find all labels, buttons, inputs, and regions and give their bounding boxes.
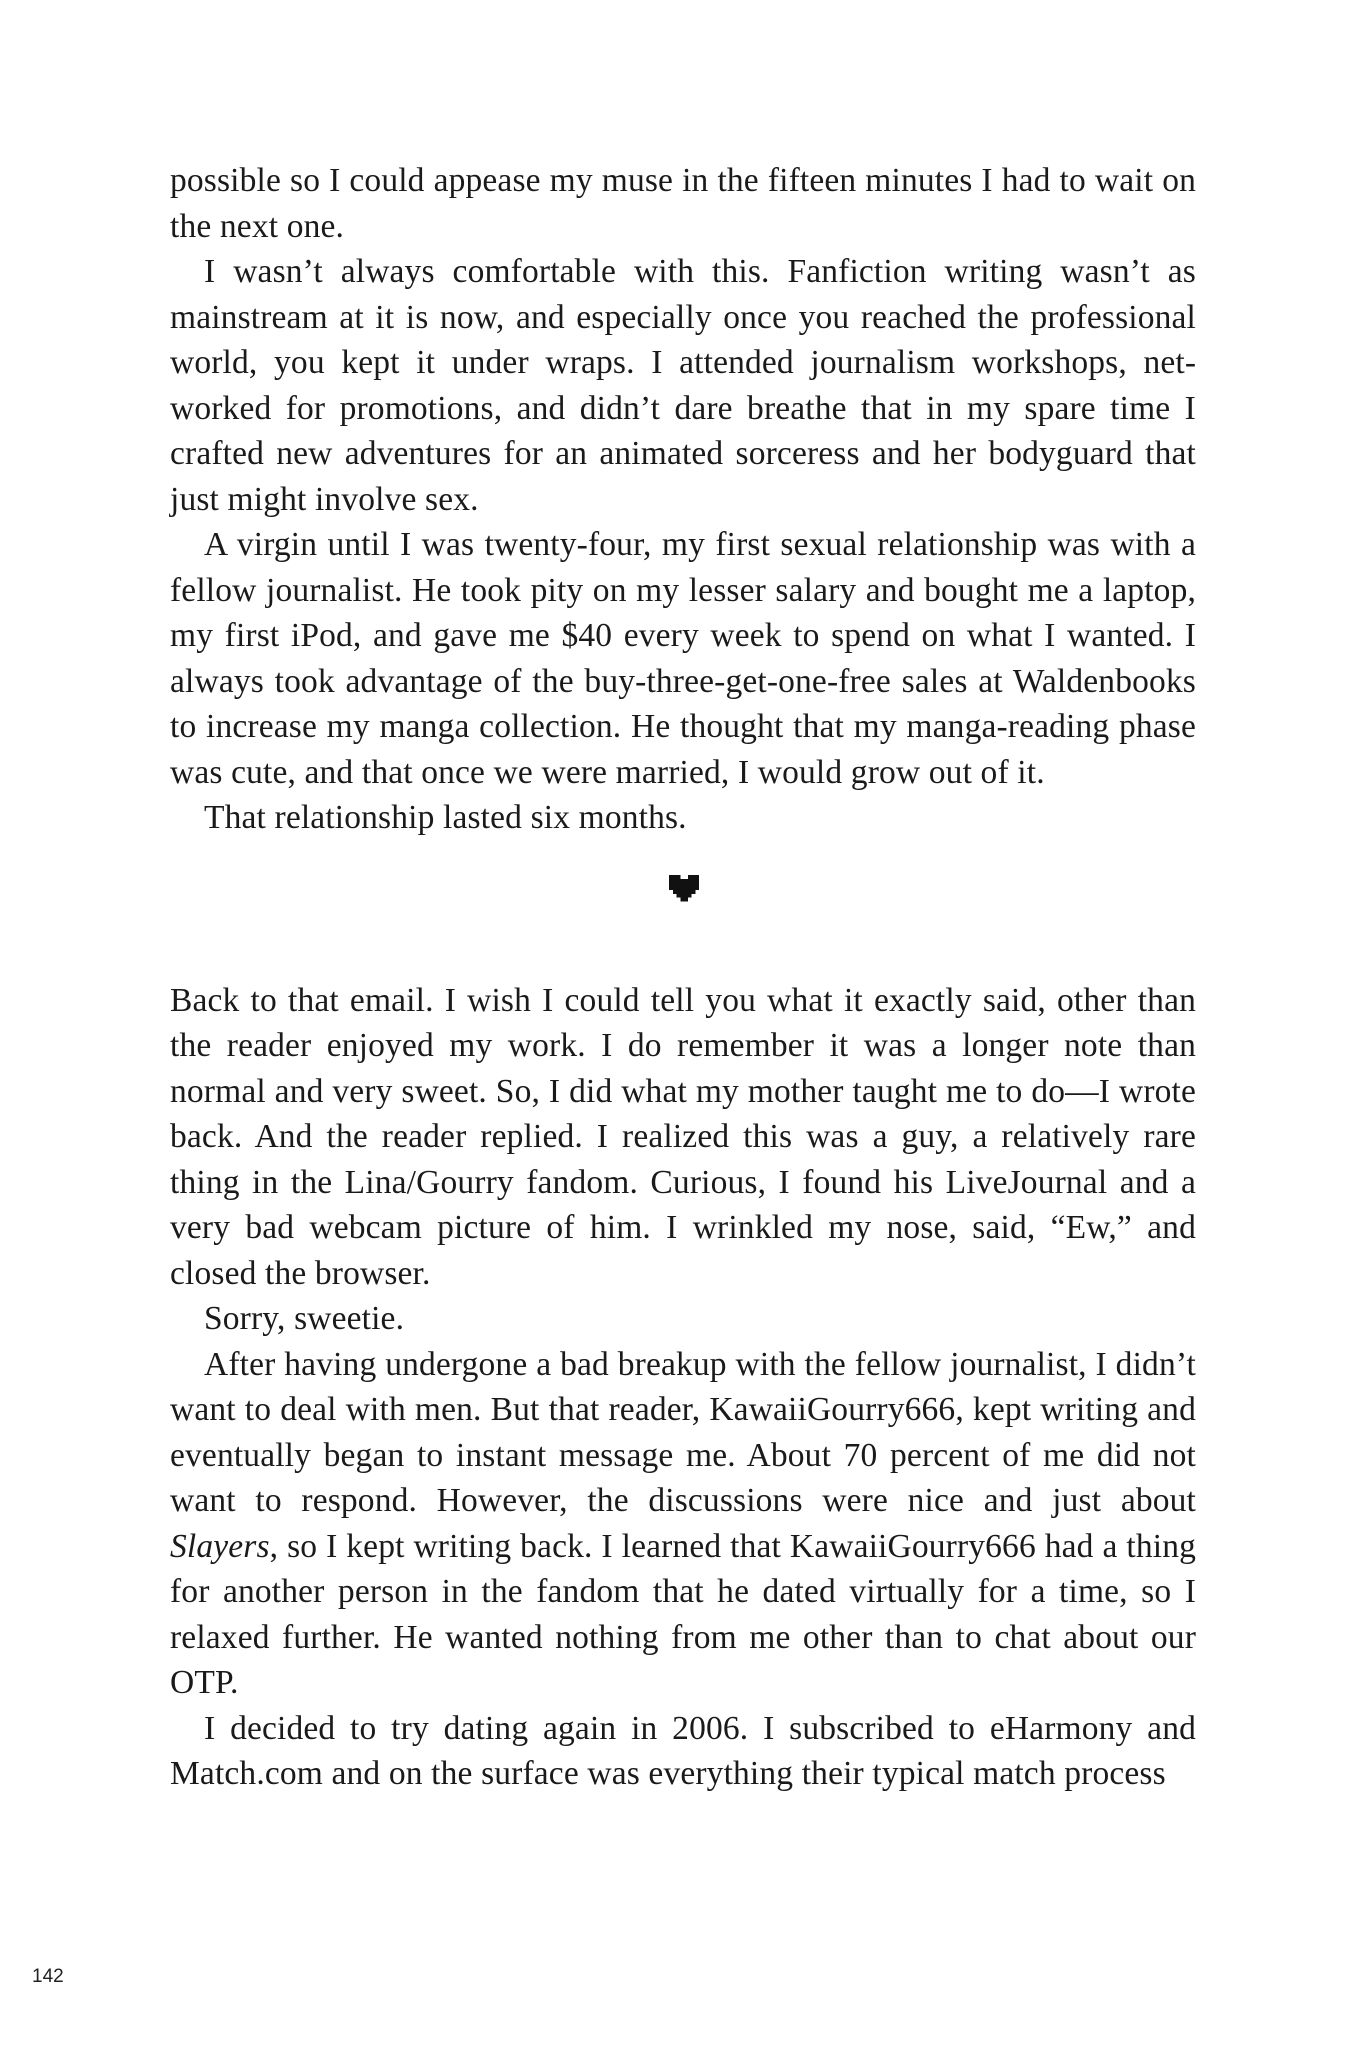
paragraph-7-text-a: After having undergone a bad breakup with the fellow journalist, I didn’t want to deal with men. But that reader, KawaiiGourry666, kept writing and eventually began to instant message me. About 70 percent of me did not want to respond. However, the discussions were nice and just about — [170, 1345, 1196, 1519]
paragraph-1: possible so I could appease my muse in the fifteen minutes I had to wait on the next one. — [170, 162, 1196, 245]
paragraph-6: Sorry, sweetie. — [204, 1300, 405, 1337]
paragraph-7 — [170, 1342, 1196, 1706]
page-number: 142 — [32, 1966, 64, 1987]
paragraph-3: A virgin until I was twenty-four, my first sexual relationship was with a fellow journalist. He took pity on my lesser salary and bought me a laptop, my first iPod, and gave me $40 every week to spend on what I wanted. I always took advantage of the buy-three-get-one-free sales at Waldenbooks to increase my manga collection. He thought that my manga-reading phase was cute, and that once we were married, I would grow out of it. — [170, 526, 1196, 791]
paragraph-8: I decided to try dating again in 2006. I subscribed to eHarmony and Match.com and on the surface was everything their typical match process — [170, 1709, 1196, 1792]
slayers-title: Slayers — [170, 1527, 270, 1565]
heart-icon — [668, 875, 700, 905]
section-break — [170, 841, 1196, 978]
page-body — [170, 158, 1196, 1797]
paragraph-7-text-b: , so I kept writing back. I learned that KawaiiGourry666 had a thing for another person in the fandom that he dated virtually for a time, so I relaxed further. He wanted nothing from me other than to chat about our OTP. — [170, 1527, 1196, 1701]
paragraph-2: I wasn’t always comfortable with this. Fanfiction writing wasn’t as mainstream at it is now, and especially once you reached the professional world, you kept it under wraps. I attended journalism workshops, networked for promotions, and didn’t dare breathe that in my spare time I crafted new adventures for an animated sorceress and her bodyguard that just might involve sex. — [170, 253, 1196, 518]
paragraph-4: That relationship lasted six months. — [204, 799, 687, 836]
paragraph-5: Back to that email. I wish I could tell you what it exactly said, other than the reader enjoyed my work. I do remember it was a longer note than normal and very sweet. So, I did what my mother taught me to do—I wrote back. And the reader replied. I realized this was a guy, a relatively rare thing in the Lina/Gourry fandom. Curious, I found his LiveJournal and a very bad webcam picture of him. I wrinkled my nose, said, “Ew,” and closed the browser. — [170, 981, 1196, 1292]
